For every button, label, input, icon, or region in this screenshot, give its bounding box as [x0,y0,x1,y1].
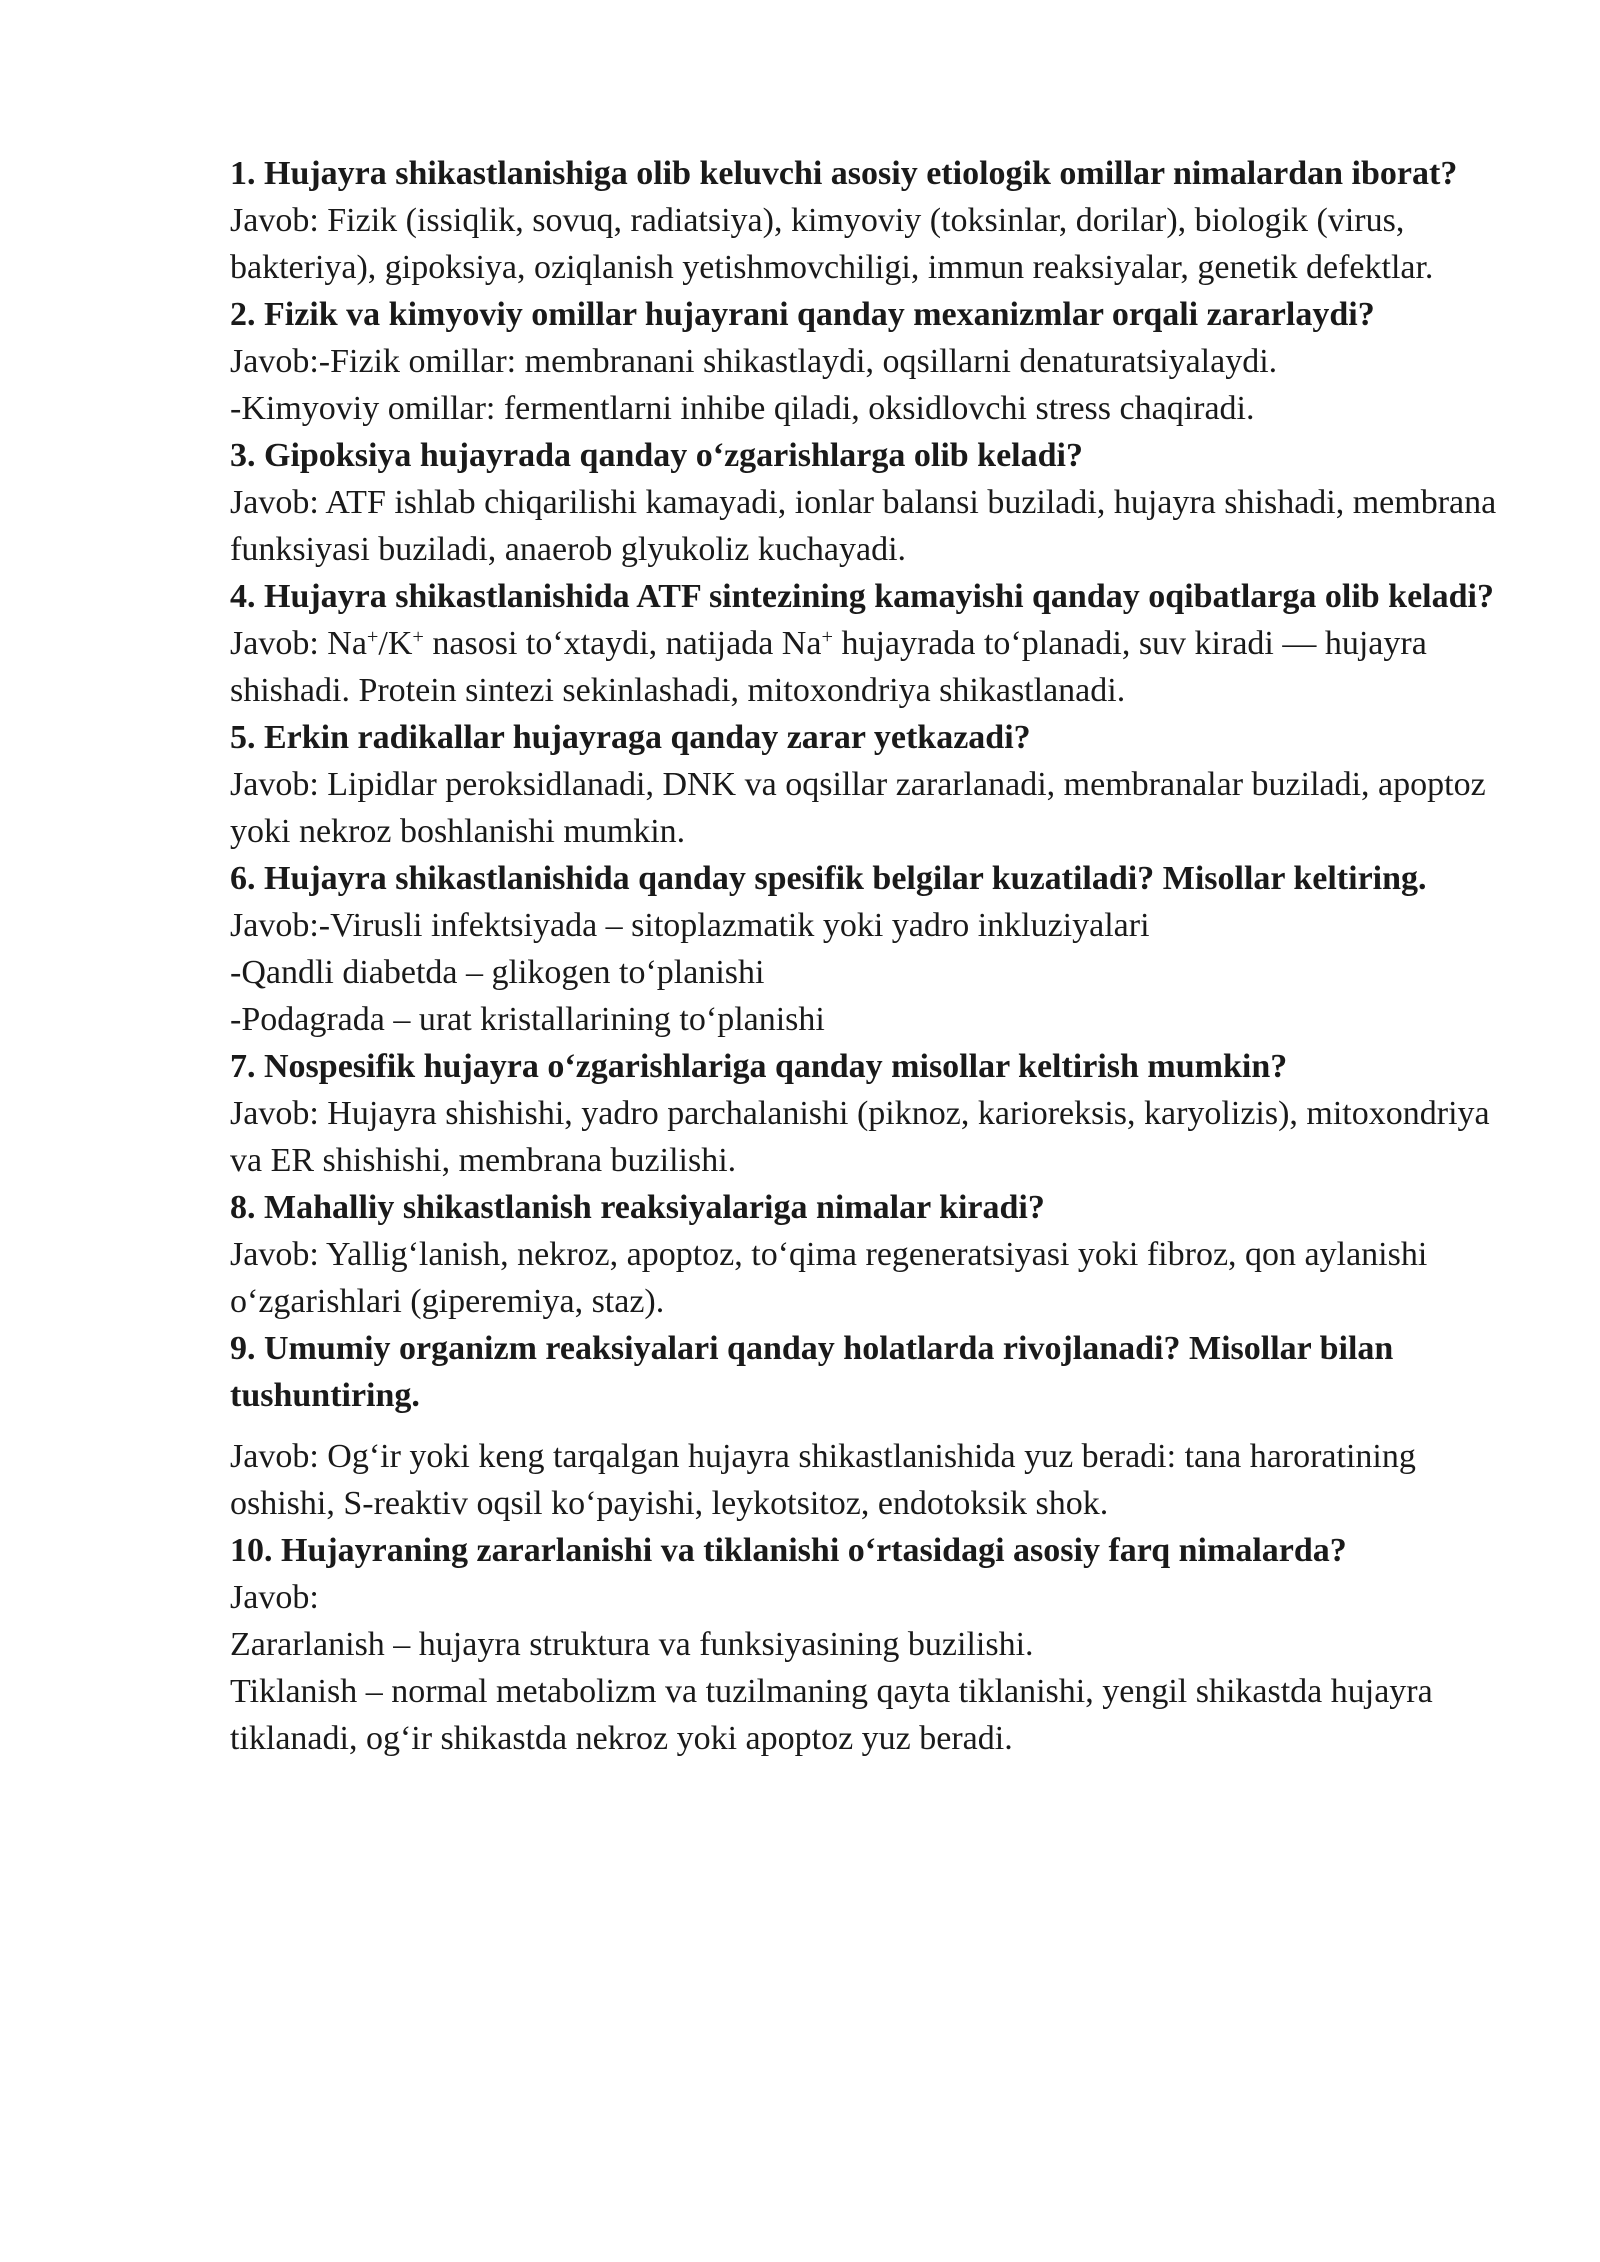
superscript-plus: + [366,625,379,648]
answer-text: nasosi to‘xtaydi, natijada Na [423,625,822,662]
answer-6 [230,902,1500,1043]
answer-line: Javob: [230,1579,319,1616]
answer-line: Javob:-Virusli infektsiyada – sitoplazmatik yoki yadro inkluziyalari [230,907,1150,944]
answer-line: Zararlanish – hujayra struktura va funksiyasining buzilishi. [230,1626,1034,1663]
answer-9 [230,1433,1500,1527]
answer-line: Javob: Og‘ir yoki keng tarqalgan hujayra shikastlanishida yuz beradi: tana haroratining oshishi, S-reaktiv oqsil ko‘payishi, leykotsitoz, endotoksik shok. [230,1438,1416,1522]
question-7: 7. Nospesifik hujayra o‘zgarishlariga qanday misollar keltirish mumkin? [230,1048,1288,1085]
answer-line: Javob: ATF ishlab chiqarilishi kamayadi, ionlar balansi buziladi, hujayra shishadi, membrana funksiyasi buziladi, anaerob glyukoliz kuchayadi. [230,484,1497,568]
answer-line: -Podagrada – urat kristallarining to‘planishi [230,1001,825,1038]
answer-3 [230,479,1500,573]
answer-1 [230,197,1500,291]
answer-line: Javob: Hujayra shishishi, yadro parchalanishi (piknoz, karioreksis, karyolizis), mitoxondriya va ER shishishi, membrana buzilishi. [230,1095,1490,1179]
answer-10 [230,1574,1500,1762]
question-5: 5. Erkin radikallar hujayraga qanday zarar yetkazadi? [230,719,1031,756]
answer-8 [230,1231,1500,1325]
answer-text: hujayrada to‘planadi, suv kiradi — hujayra shishadi. Protein sintezi sekinlashadi, mitoxondriya shikastlanadi. [230,625,1427,709]
answer-4 [230,620,1500,714]
question-4: 4. Hujayra shikastlanishida ATF sintezining kamayishi qanday oqibatlarga olib keladi? [230,578,1494,615]
answer-7 [230,1090,1500,1184]
answer-line: -Kimyoviy omillar: fermentlarni inhibe qiladi, oksidlovchi stress chaqiradi. [230,390,1255,427]
answer-line: Javob: Fizik (issiqlik, sovuq, radiatsiya), kimyoviy (toksinlar, dorilar), biologik (virus, bakteriya), gipoksiya, oziqlanish yetishmovchiligi, immun reaksiyalar, genetik defektlar. [230,202,1434,286]
question-1: 1. Hujayra shikastlanishiga olib keluvchi asosiy etiologik omillar nimalardan iborat? [230,155,1458,192]
answer-text: /K [378,625,413,662]
question-2: 2. Fizik va kimyoviy omillar hujayrani qanday mexanizmlar orqali zararlaydi? [230,296,1375,333]
question-6: 6. Hujayra shikastlanishida qanday spesifik belgilar kuzatiladi? Misollar keltiring. [230,860,1427,897]
answer-2 [230,338,1500,432]
answer-line: Javob:-Fizik omillar: membranani shikastlaydi, oqsillarni denaturatsiyalaydi. [230,343,1278,380]
question-10: 10. Hujayraning zararlanishi va tiklanishi o‘rtasidagi asosiy farq nimalarda? [230,1532,1347,1569]
answer-line: Javob: Yallig‘lanish, nekroz, apoptoz, to‘qima regeneratsiyasi yoki fibroz, qon aylanishi o‘zgarishlari (giperemiya, staz). [230,1236,1428,1320]
answer-line: Javob: Lipidlar peroksidlanadi, DNK va oqsillar zararlanadi, membranalar buziladi, apoptoz yoki nekroz boshlanishi mumkin. [230,766,1486,850]
question-8: 8. Mahalliy shikastlanish reaksiyalariga nimalar kiradi? [230,1189,1045,1226]
answer-line: Tiklanish – normal metabolizm va tuzilmaning qayta tiklanishi, yengil shikastda hujayra tiklanadi, og‘ir shikastda nekroz yoki apoptoz yuz beradi. [230,1673,1433,1757]
answer-line: -Qandli diabetda – glikogen to‘planishi [230,954,765,991]
answer-text: Javob: Na [230,625,367,662]
document-page [230,150,1500,1762]
superscript-plus: + [412,625,424,648]
question-3: 3. Gipoksiya hujayrada qanday o‘zgarishlarga olib keladi? [230,437,1083,474]
question-9: 9. Umumiy organizm reaksiyalari qanday holatlarda rivojlanadi? Misollar bilan tushuntiring. [230,1330,1394,1414]
answer-5 [230,761,1500,855]
superscript-plus: + [821,625,833,648]
